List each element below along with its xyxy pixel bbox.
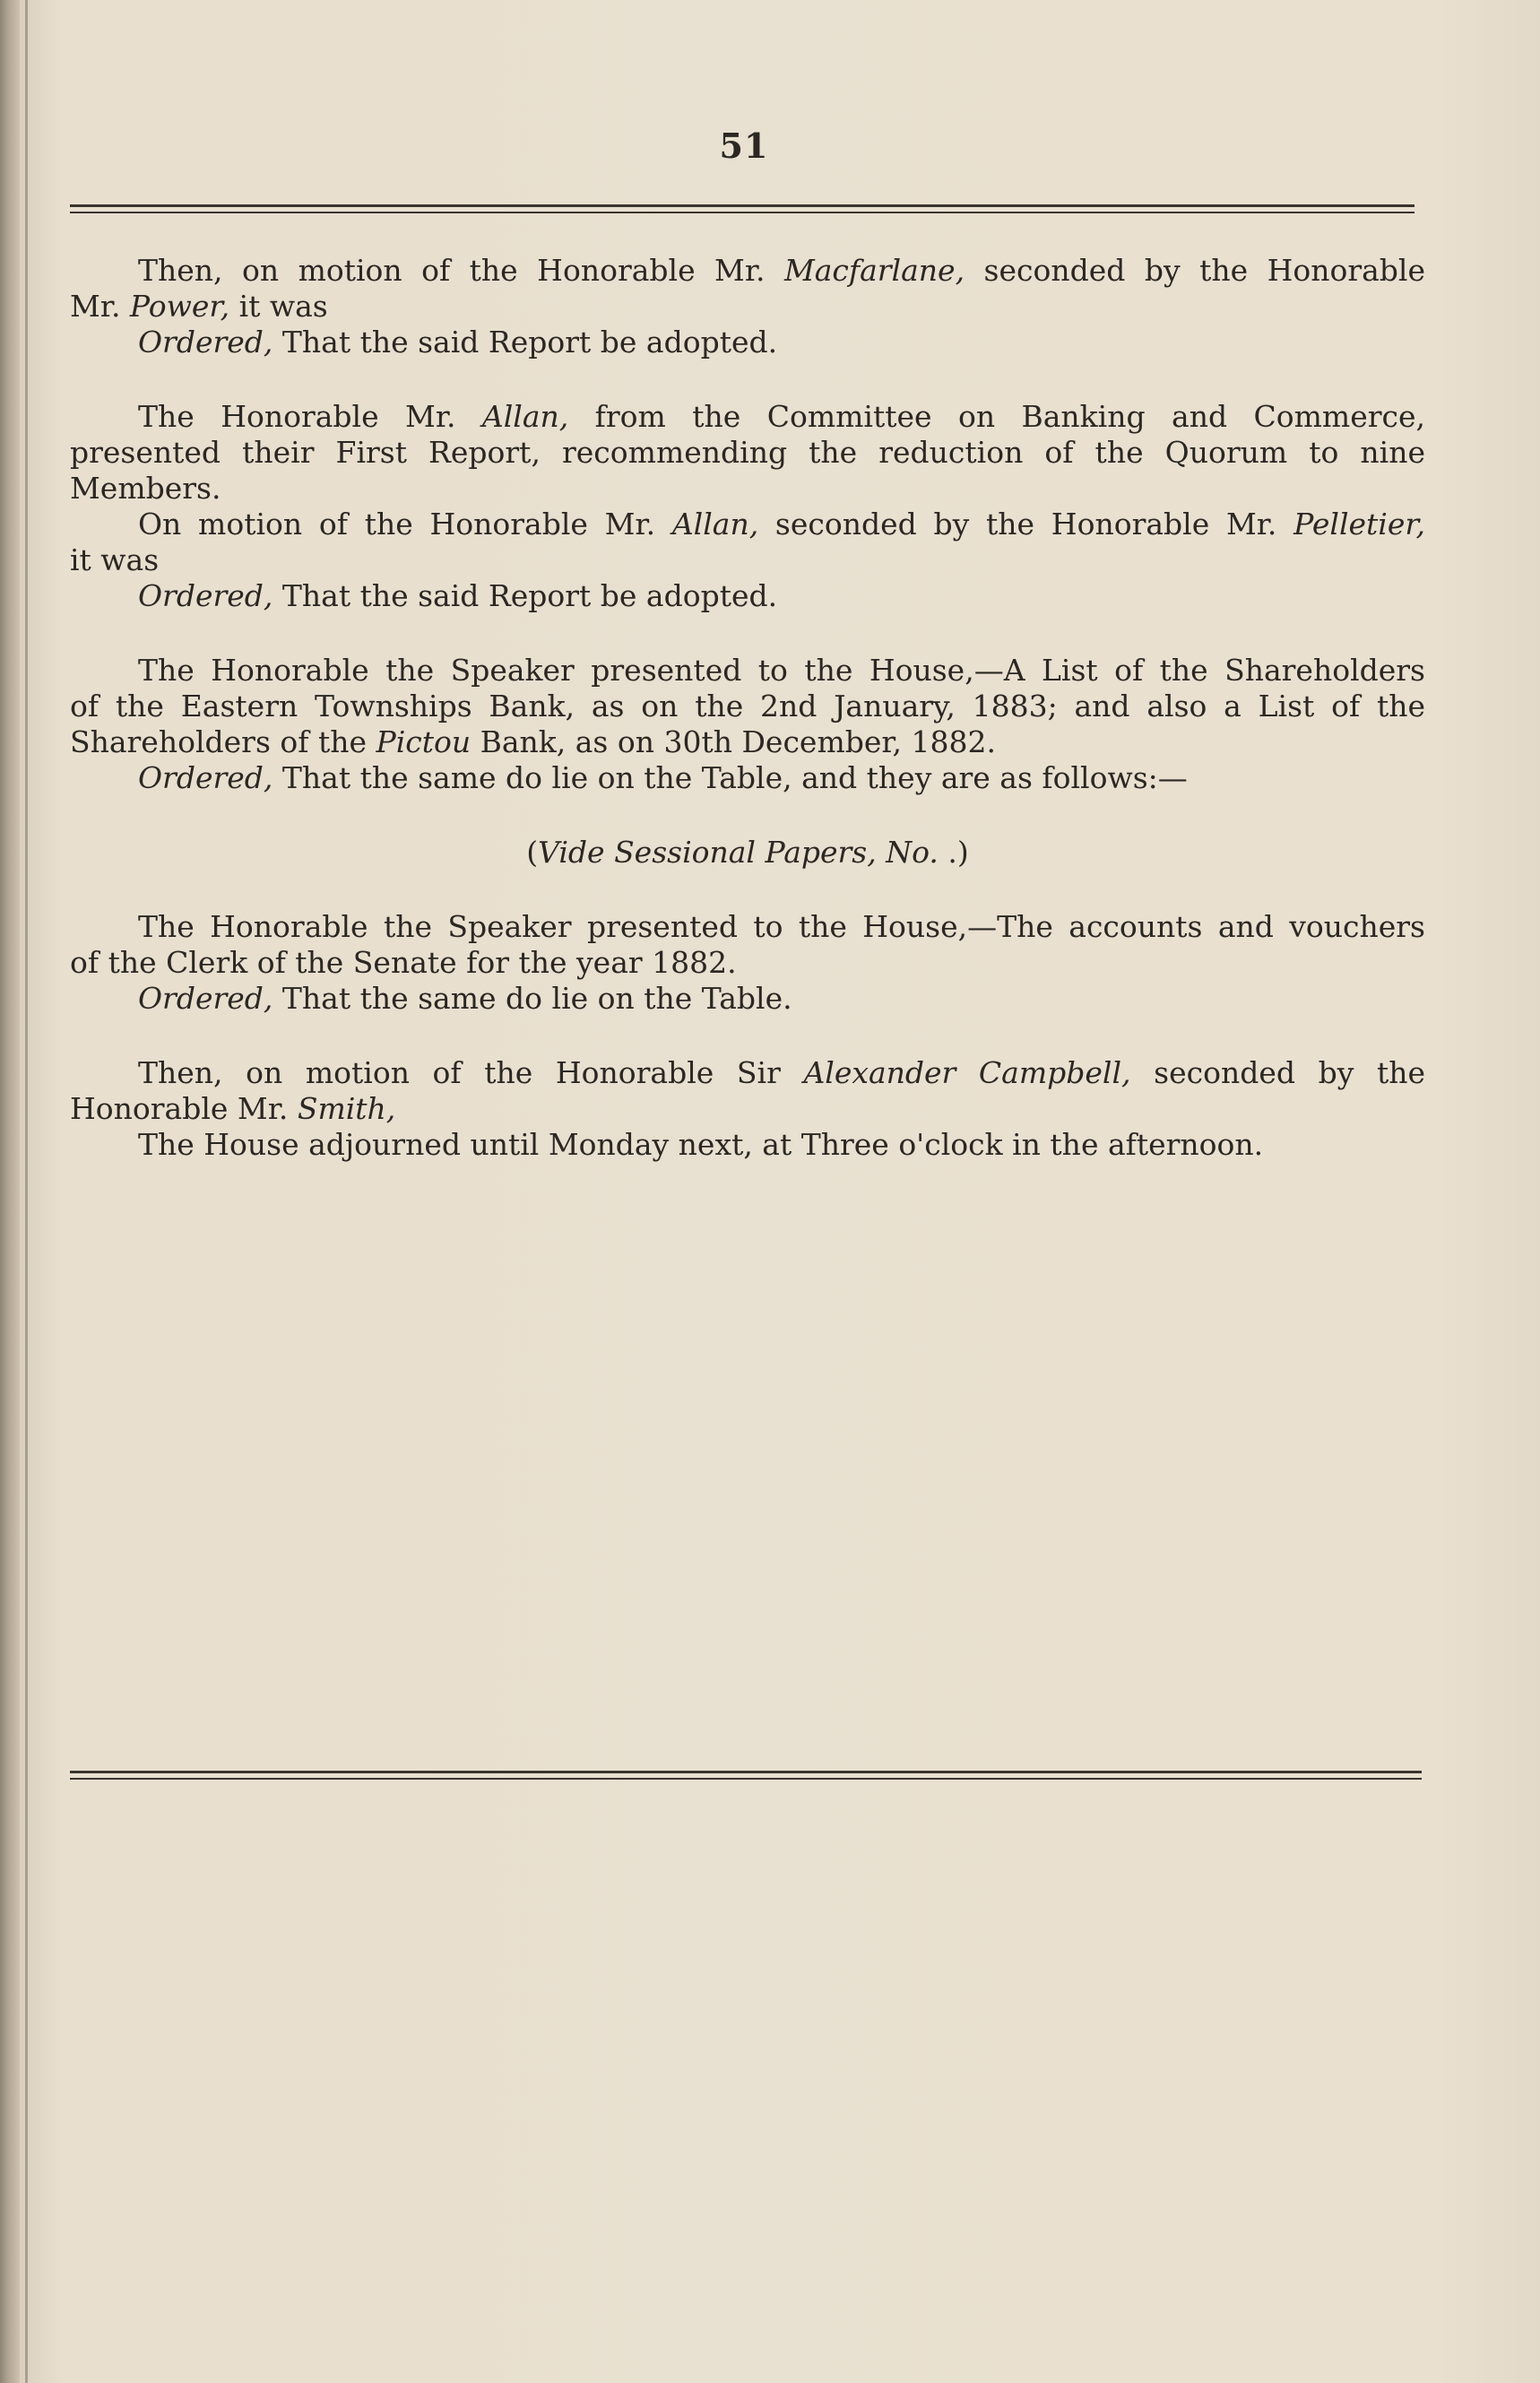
text-run: of the Clerk of the Senate for the year 1882. bbox=[70, 945, 737, 980]
italic-text: Ordered, bbox=[138, 760, 273, 795]
italic-text: Ordered, bbox=[138, 578, 273, 613]
text-line bbox=[70, 325, 1425, 360]
italic-text: Ordered, bbox=[138, 325, 273, 360]
text-line bbox=[70, 724, 1425, 760]
italic-text: Allan, bbox=[671, 507, 759, 542]
text-line bbox=[70, 507, 1425, 542]
text-run: The Honorable the Speaker presented to the House,—The accounts and vouchers bbox=[138, 909, 1425, 944]
text-run: it was bbox=[229, 289, 328, 324]
top-rule-line-2 bbox=[70, 212, 1415, 213]
text-line bbox=[70, 435, 1425, 471]
text-line bbox=[70, 1091, 1425, 1127]
bottom-double-rule bbox=[70, 1771, 1422, 1780]
text-line bbox=[70, 981, 1425, 1017]
text-line bbox=[70, 945, 1425, 981]
paragraph bbox=[70, 653, 1425, 796]
italic-text: Vide Sessional Papers, No. bbox=[538, 835, 939, 870]
italic-text: Power, bbox=[129, 289, 230, 324]
text-run: The Honorable the Speaker presented to the House,—A List of the Shareholders bbox=[138, 653, 1425, 688]
text-line bbox=[70, 253, 1425, 289]
text-run: .) bbox=[938, 835, 969, 870]
text-line bbox=[70, 835, 1425, 871]
text-run: seconded by the Honorable Mr. bbox=[758, 507, 1294, 542]
text-line bbox=[70, 289, 1425, 325]
italic-text: Allan, bbox=[481, 399, 569, 434]
text-run: Mr. bbox=[70, 289, 130, 324]
text-run: it was bbox=[70, 542, 160, 577]
text-run: Bank, as on 30th December, 1882. bbox=[471, 724, 997, 759]
text-line bbox=[70, 1127, 1425, 1163]
text-run: That the same do lie on the Table, and they are as follows:— bbox=[273, 760, 1188, 795]
text-run: The Honorable Mr. bbox=[138, 399, 482, 434]
text-line bbox=[70, 1055, 1425, 1091]
top-double-rule bbox=[70, 204, 1415, 213]
paragraph bbox=[70, 835, 1425, 871]
text-run: Then, on motion of the Honorable Mr. bbox=[138, 253, 784, 288]
text-line bbox=[70, 689, 1425, 724]
text-run: That the said Report be adopted. bbox=[273, 578, 778, 613]
text-run: Honorable Mr. bbox=[70, 1091, 298, 1126]
text-run: of the Eastern Townships Bank, as on the 2nd January, 1883; and also a List of the bbox=[70, 689, 1425, 724]
italic-text: Alexander Campbell, bbox=[803, 1055, 1131, 1090]
text-run: Then, on motion of the Honorable Sir bbox=[138, 1055, 804, 1090]
italic-text: Pelletier, bbox=[1293, 507, 1426, 542]
text-line bbox=[70, 542, 1425, 578]
italic-text: Pictou bbox=[376, 724, 472, 759]
text-run: ( bbox=[526, 835, 539, 870]
text-line bbox=[70, 653, 1425, 689]
page-number: 51 bbox=[719, 126, 769, 166]
text-run: The House adjourned until Monday next, at Three o'clock in the afternoon. bbox=[138, 1127, 1264, 1162]
text-run: On motion of the Honorable Mr. bbox=[138, 507, 672, 542]
text-line bbox=[70, 578, 1425, 614]
paragraph bbox=[70, 909, 1425, 1017]
text-run: Members. bbox=[70, 471, 221, 506]
paragraph bbox=[70, 399, 1425, 614]
italic-text: Smith, bbox=[297, 1091, 396, 1126]
italic-text: Ordered, bbox=[138, 981, 273, 1016]
paragraph bbox=[70, 1055, 1425, 1163]
text-line bbox=[70, 760, 1425, 796]
text-run: That the same do lie on the Table. bbox=[273, 981, 792, 1016]
bottom-rule-line-2 bbox=[70, 1778, 1422, 1780]
binding-line bbox=[25, 0, 28, 2383]
text-line bbox=[70, 909, 1425, 945]
text-run: That the said Report be adopted. bbox=[273, 325, 778, 360]
text-run: seconded by the bbox=[1130, 1055, 1425, 1090]
paragraph bbox=[70, 253, 1425, 360]
document-body bbox=[70, 253, 1425, 1201]
text-run: seconded by the Honorable bbox=[965, 253, 1425, 288]
binding-edge bbox=[0, 0, 20, 2383]
text-line bbox=[70, 399, 1425, 435]
text-run: presented their First Report, recommending the reduction of the Quorum to nine bbox=[70, 435, 1425, 470]
italic-text: Macfarlane, bbox=[783, 253, 965, 288]
text-run: from the Committee on Banking and Commerce, bbox=[568, 399, 1425, 434]
text-line bbox=[70, 471, 1425, 507]
text-run: Shareholders of the bbox=[70, 724, 376, 759]
